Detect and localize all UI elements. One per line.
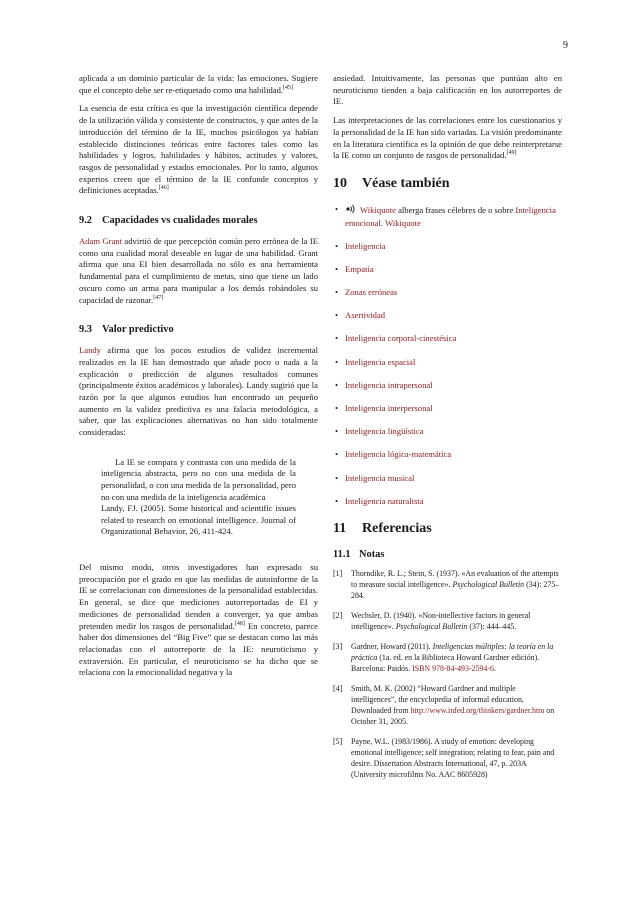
wikiquote-target-link[interactable]: Inteligencia emocional [345, 204, 556, 228]
see-also-item[interactable]: • Inteligencia corporal-cinestésica [335, 333, 457, 344]
paragraph: Las interpretaciones de las correlaciones entre los cuestionarios y la personalidad de la IE han sido variadas. La visión predominante en la literatura científica es la opinión de que debe reinterpretarse la IE como un conjunto de rasgos de personalidad.[49] [333, 115, 562, 161]
section-heading-9-3: 9.3 Valor predictivo [79, 324, 174, 336]
see-also-item[interactable]: • Inteligencia intrapersonal [335, 379, 433, 390]
bullet-icon: • [335, 449, 339, 460]
paragraph: ansiedad. Intuitivamente, las personas que puntúan alto en neuroticismo tienden a baja calificación en los autorreportes de IE. [333, 73, 562, 107]
citation-ref[interactable]: [45] [283, 84, 294, 91]
paragraph: aplicada a un dominio particular de la vida: las emociones. Sugiere que el concepto debe ser re-etiquetado como una habilidad.[45] [79, 73, 318, 95]
section-heading-9-2: 9.2 Capacidades vs cualidades morales [79, 215, 258, 227]
left-column [79, 73, 318, 686]
see-also-item[interactable]: • Asertividad [335, 310, 386, 321]
bullet-icon: • [335, 333, 339, 344]
paragraph: Adam Grant advirtió de que percepción común pero errónea de la IE como una cualidad moral deseable en lugar de una habilidad. Grant afirma que una EI bien desarrollada no sólo es una herramienta fundamental para el cumplimiento de metas, sino que tiene un lado oscuro como un arma para manipular a los demás robándoles su capacidad de razonar.[47] [79, 236, 318, 305]
paragraph: Landy afirma que los pocos estudios de validez incremental realizados en la IE han demostrado que añade poco o nada a la explicación o predicción de algunos resultados comunes (principalmente éxitos académicos y laborales). Landy sugirió que la razón por la que algunos estudios han encontrado un pequeño aumento en la validez predictiva es una falacia metodológica, a saber, que las explicaciones alternativas no han sido totalmente consideradas: [79, 345, 318, 438]
infed-link[interactable]: http://www.infed.org/thinkers/gardner.htm [410, 706, 545, 716]
isbn-link[interactable]: ISBN 978-84-493-2594-6 [412, 664, 494, 674]
quote-text: La IE se compara y contrasta con una medida de la inteligencia abstracta, pero no con una medida de la personalidad, o con una medida de la personalidad, pero no con una medida de la inteligencia académica [101, 456, 296, 502]
reference-item: [3] Gardner, Howard (2011). Inteligencias múltiples: la teoría en la práctica (1a. ed. en la Biblioteca Howard Gardner edición). Barcelona: Paidós. ISBN 978-84-493-2594-6. [333, 642, 554, 674]
reference-item: [1] Thorndike, R. L.; Stein, S. (1937). «An evaluation of the attempts to measure social intelligence». Psychological Bulletin (34): 275–284. [333, 569, 560, 601]
see-also-list [333, 204, 562, 507]
see-also-item[interactable]: • Empatía [335, 263, 374, 274]
bullet-icon: • [335, 403, 339, 414]
see-also-item[interactable]: • Zonas erróneas [335, 287, 398, 298]
wikiquote-tail-link[interactable]: Wikiquote [384, 217, 421, 228]
bullet-icon: • [335, 472, 339, 483]
see-also-item[interactable]: • Inteligencia lingüística [335, 426, 424, 437]
bullet-icon: • [335, 287, 339, 298]
see-also-item[interactable]: • Inteligencia interpersonal [335, 403, 433, 414]
see-also-item[interactable]: • Inteligencia espacial [335, 356, 416, 367]
section-heading-11-1: 11.1 Notas [333, 549, 385, 561]
bullet-icon: • [335, 240, 339, 251]
page-number: 9 [563, 40, 568, 51]
block-quote [101, 457, 296, 538]
reference-item: [4] Smith, M. K. (2002) “Howard Gardner and multiple intelligences”, the encyclopedia of informal education, Downloaded from http://www.infed.org/thinkers/gardner.htm on October 31, 2005. [333, 684, 555, 727]
section-heading-11: 11 Referencias [333, 521, 432, 537]
bullet-icon: • [335, 263, 339, 274]
see-also-item[interactable]: • Inteligencia lógica-matemática [335, 449, 452, 460]
wikiquote-link[interactable]: Wikiquote [360, 204, 396, 215]
citation-ref[interactable]: [46] [158, 185, 169, 192]
quote-citation: Landy, FJ. (2005). Some historical and scientific issues related to research on emotional intelligence. Journal of Organizational Behavior, 26, 411-424. [101, 503, 296, 537]
paragraph: Del mismo modo, otros investigadores han expresado su preocupación por el grado en que las medidas de autoinforme de la IE se correlacionan con dimensiones de la personalidad establecidas. En general, se dice que mediciones autorreportadas de EI y mediciones de personalidad tienden a converger, ya que ambas pretenden medir los rasgos de personalidad.[48] En concreto, parece haber dos dimensiones del “Big Five” que se destacan como las más relacionadas con el autorreporte de la IE: neuroticismo y extraversión. En particular, el neuroticismo se ha dicho que se relaciona con la emocionalidad negativa y la [79, 562, 318, 678]
landy-link[interactable]: Landy [79, 345, 101, 356]
wikiquote-icon[interactable] [345, 204, 357, 218]
reference-item: [2] Wechsler, D. (1940). «Non-intellective factors in general intelligence». Psychological Bulletin (37): 444–445. [333, 611, 531, 632]
list-item-wikiquote: • Wikiquote alberga frases célebres de o sobre Inteligencia emocional. Wikiquote [335, 203, 556, 228]
see-also-item[interactable]: • Inteligencia musical [335, 472, 415, 483]
citation-ref[interactable]: [48] [234, 620, 245, 627]
section-heading-10: 10 Véase también [333, 175, 450, 191]
bullet-icon: • [335, 379, 339, 390]
bullet-icon: • [335, 310, 339, 321]
adam-grant-link[interactable]: Adam Grant [79, 236, 122, 247]
citation-ref[interactable]: [47] [153, 294, 164, 301]
citation-ref[interactable]: [49] [506, 150, 517, 157]
bullet-icon: • [335, 426, 339, 437]
bullet-icon: • [335, 356, 339, 367]
see-also-item[interactable]: • Inteligencia [335, 240, 386, 251]
bullet-icon: • [335, 203, 339, 214]
right-column [333, 73, 562, 789]
reference-item: [5] Payne, W.L. (1983/1986). A study of emotion: developing emotional intelligence; self integration; relating to fear, pain and desire. Dissertation Abstracts International, 47, p. 203A (University microfilms No. AAC 8605928) [333, 737, 555, 780]
paragraph: La esencia de esta crítica es que la investigación científica depende de la utilización válida y consistente de constructos, y que antes de la introducción del término de la IE, muchos psicólogos ya habían establecido distinciones teóricas entre factores tales como las habilidades y logros, habilidades y hábitos, actitudes y valores, rasgos de personalidad y estados emocionales. Por lo tanto, algunos expertos creen que el término de la IE confunde conceptos y definiciones aceptadas.[46] [79, 103, 318, 196]
bullet-icon: • [335, 495, 339, 506]
references-list [333, 568, 562, 780]
see-also-item[interactable]: • Inteligencia naturalista [335, 495, 424, 506]
